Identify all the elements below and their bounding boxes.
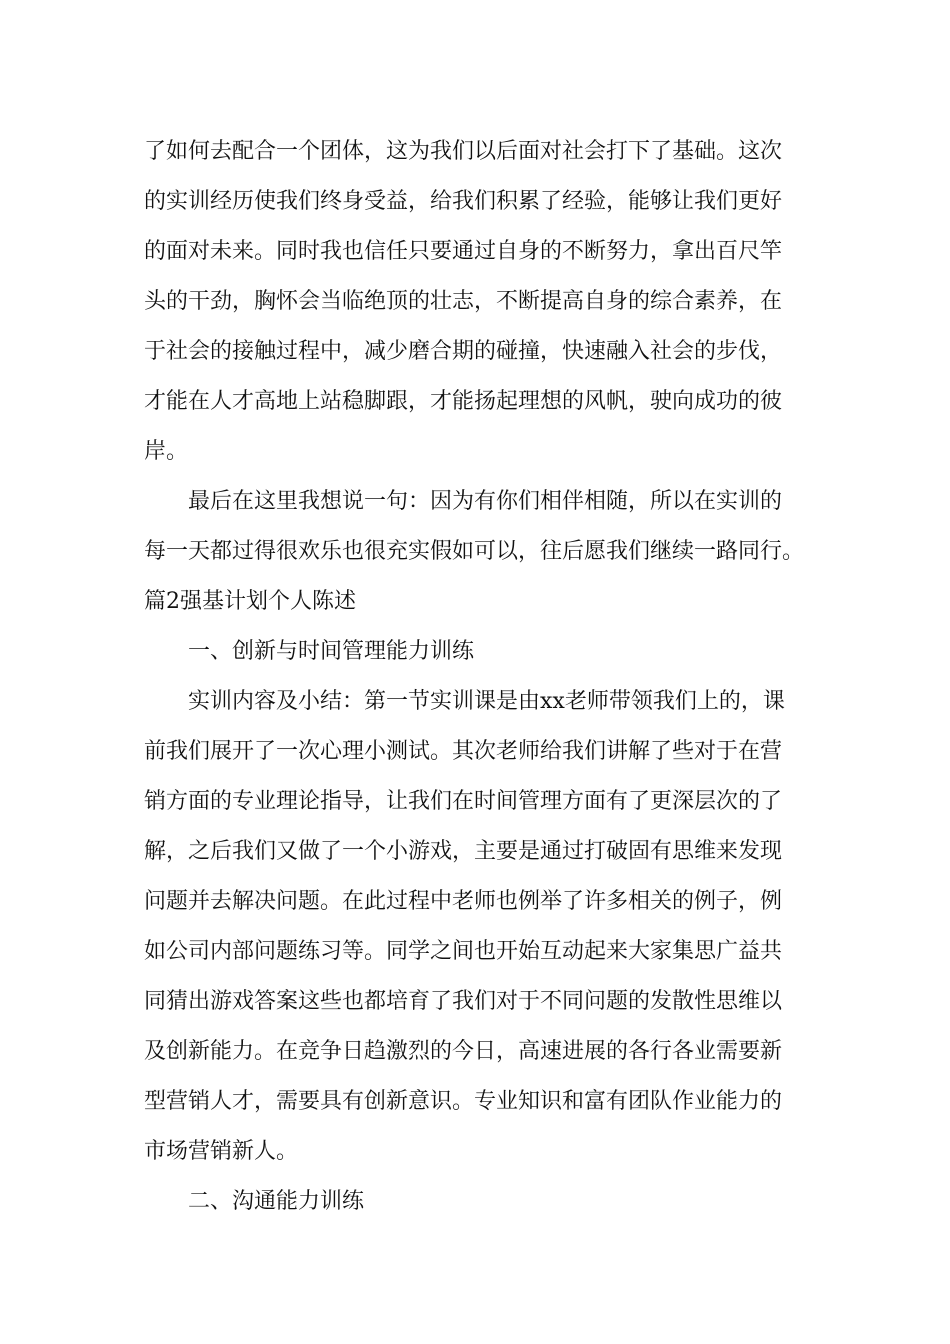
body-line-10: 市场营销新人。 [144, 1139, 299, 1164]
section-title: 篇2强基计划个人陈述 [144, 589, 356, 614]
heading-communication-training: 二、沟通能力训练 [188, 1189, 365, 1214]
body-line-6: 如公司内部问题练习等。同学之间也开始互动起来大家集思广益共 [144, 939, 783, 964]
heading-innovation-time-management: 一、创新与时间管理能力训练 [188, 639, 475, 664]
body-line-2: 前我们展开了一次心理小测试。其次老师给我们讲解了些对于在营 [144, 739, 783, 764]
body-line-4: 解，之后我们又做了一个小游戏，主要是通过打破固有思维来发现 [144, 839, 783, 864]
text-line-3: 的面对未来。同时我也信任只要通过自身的不断努力，拿出百尺竿 [144, 239, 783, 264]
text-line-5: 于社会的接触过程中，减少磨合期的碰撞，快速融入社会的步伐， [144, 339, 783, 364]
body-line-5: 问题并去解决问题。在此过程中老师也例举了许多相关的例子，例 [144, 889, 783, 914]
body-line-3: 销方面的专业理论指导，让我们在时间管理方面有了更深层次的了 [144, 789, 783, 814]
text-line-4: 头的干劲，胸怀会当临绝顶的壮志，不断提高自身的综合素养，在 [144, 289, 783, 314]
body-line-8: 及创新能力。在竞争日趋激烈的今日，高速进展的各行各业需要新 [144, 1039, 783, 1064]
text-line-6: 才能在人才高地上站稳脚跟，才能扬起理想的风帆，驶向成功的彼 [144, 389, 783, 414]
body-line-7: 同猜出游戏答案这些也都培育了我们对于不同问题的发散性思维以 [144, 989, 783, 1014]
text-line-1: 了如何去配合一个团体，这为我们以后面对社会打下了基础。这次 [144, 139, 783, 164]
paragraph-closing-line-2: 每一天都过得很欢乐也很充实假如可以，往后愿我们继续一路同行。 [144, 539, 805, 564]
text-line-7: 岸。 [144, 439, 189, 464]
body-line-9: 型营销人才，需要具有创新意识。专业知识和富有团队作业能力的 [144, 1089, 783, 1114]
text-line-2: 的实训经历使我们终身受益，给我们积累了经验，能够让我们更好 [144, 189, 783, 214]
body-line-1: 实训内容及小结：第一节实训课是由xx老师带领我们上的，课 [188, 689, 785, 714]
paragraph-closing-line-1: 最后在这里我想说一句：因为有你们相伴相随，所以在实训的 [188, 489, 783, 514]
